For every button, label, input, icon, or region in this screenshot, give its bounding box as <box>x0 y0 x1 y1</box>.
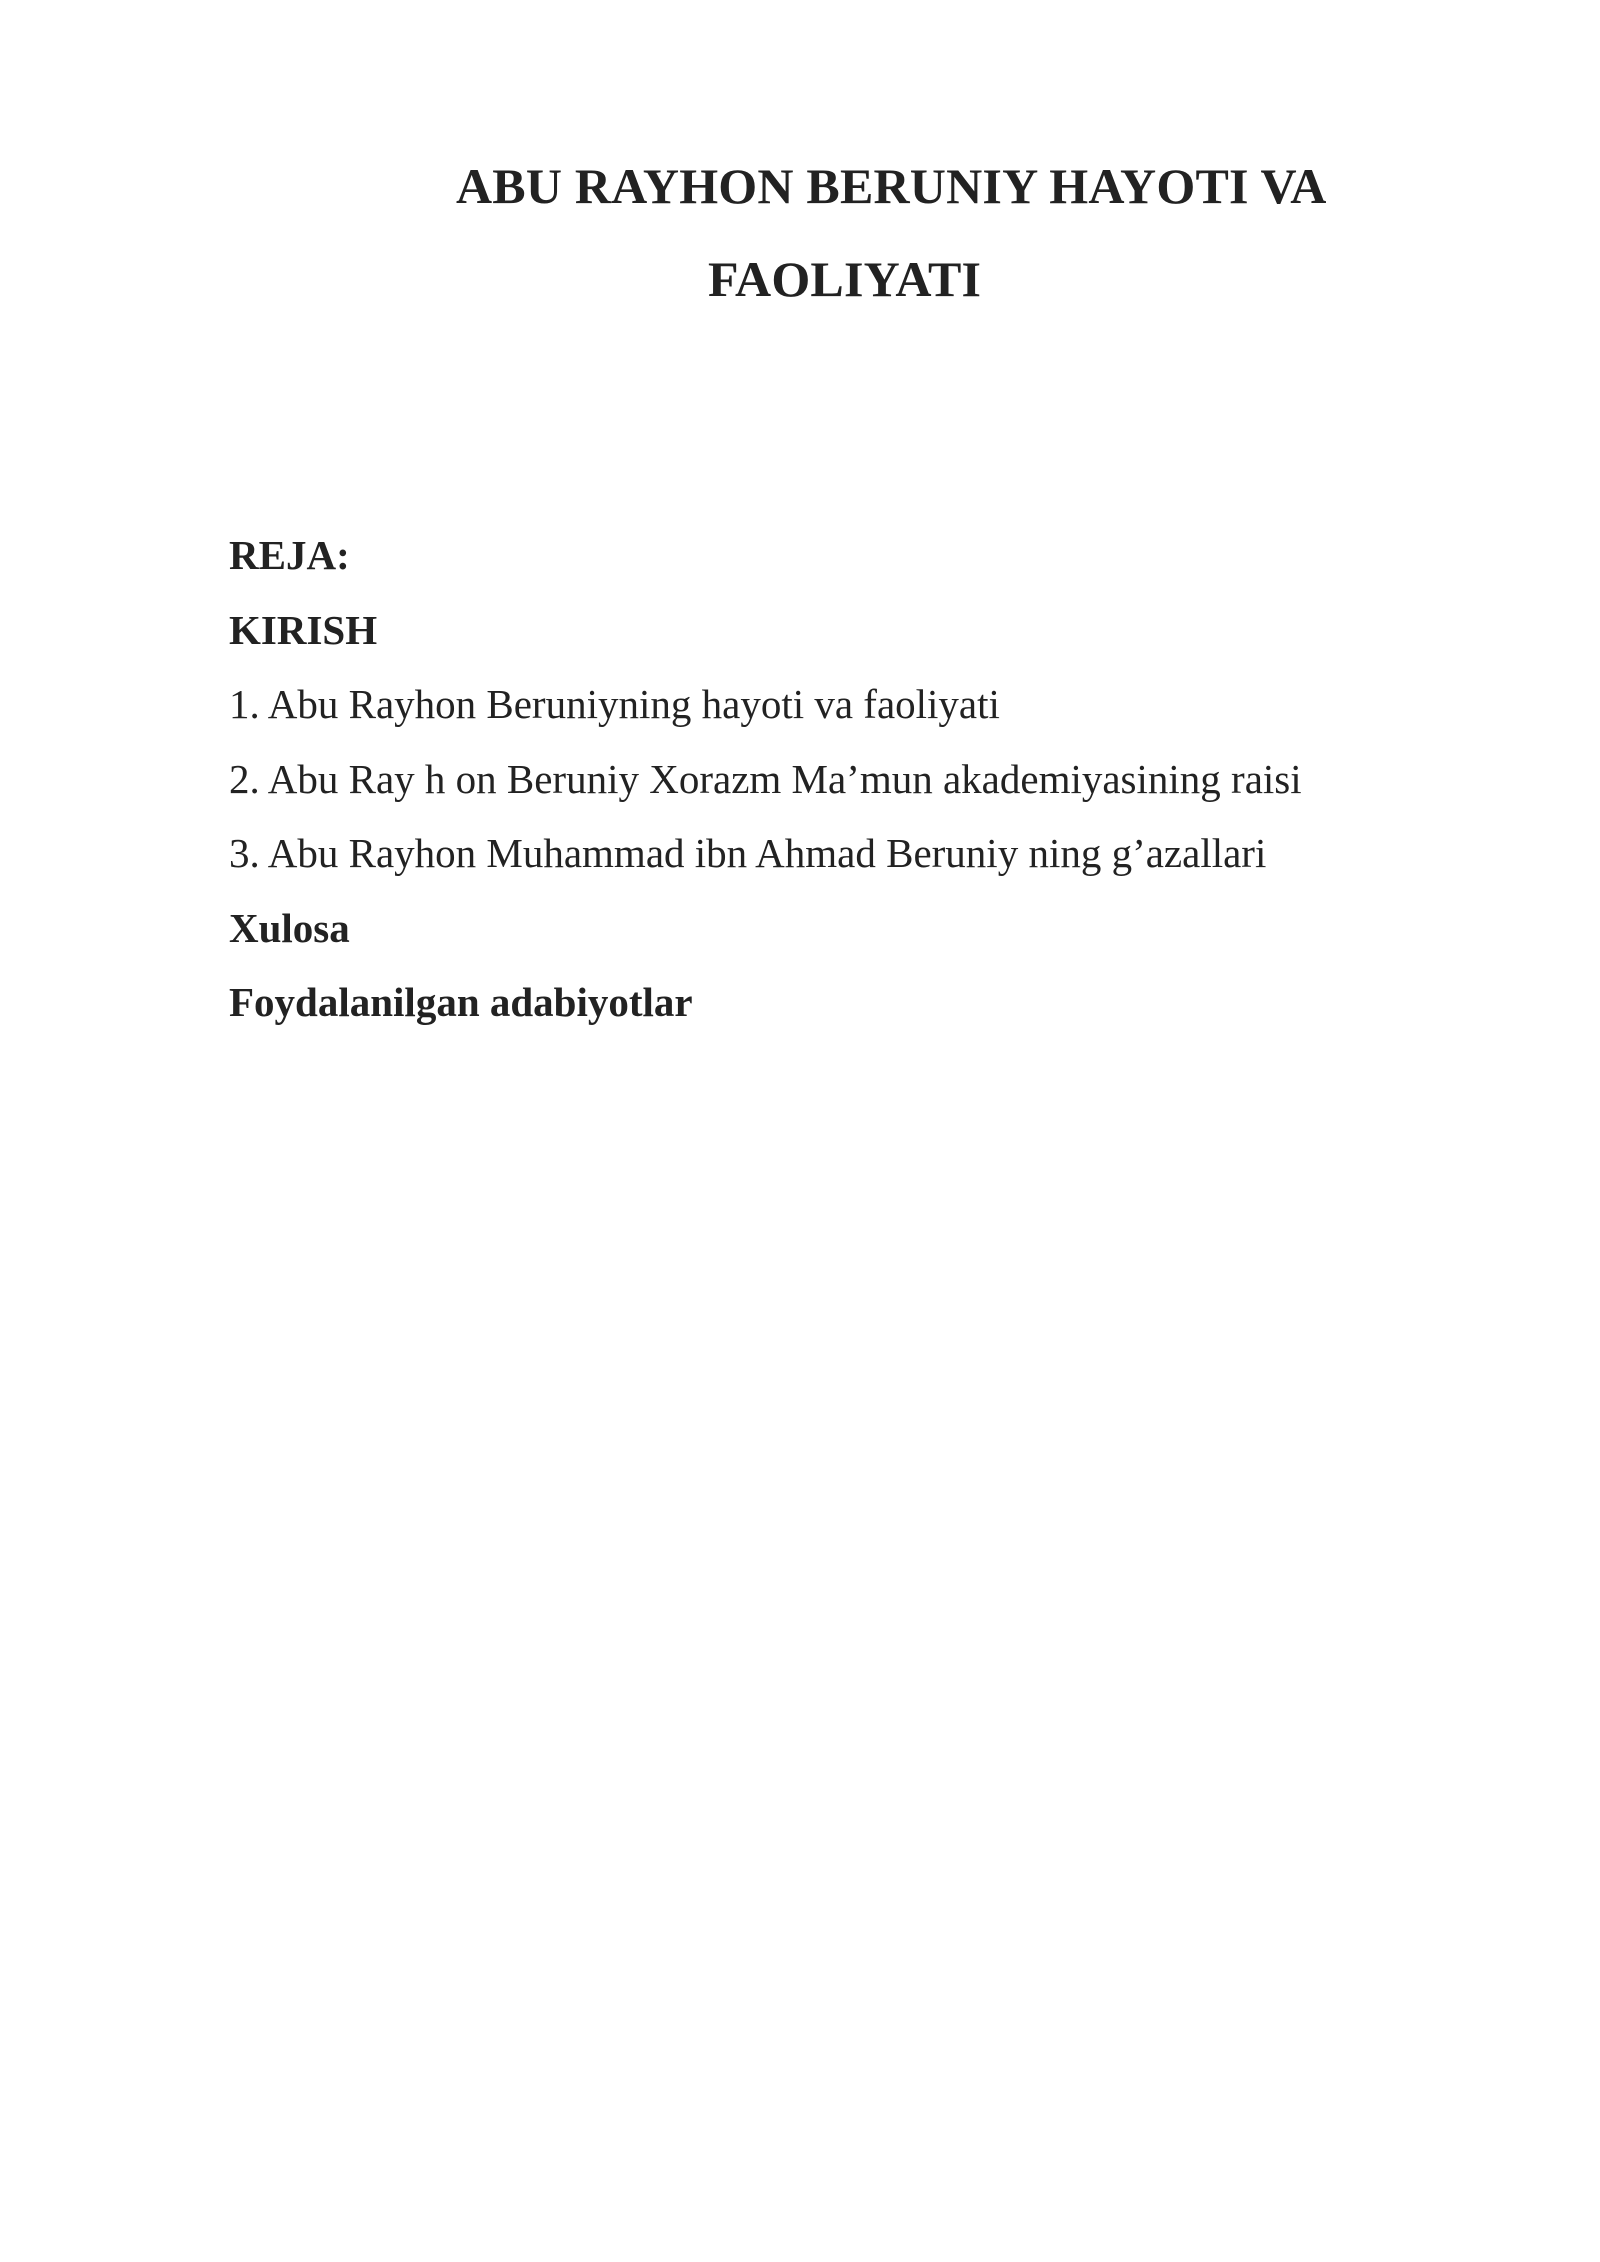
plan-heading: REJA: <box>229 532 350 578</box>
plan-item-references: Foydalanilgan adabiyotlar <box>229 979 693 1025</box>
plan-section <box>229 518 1429 1040</box>
plan-item-conclusion: Xulosa <box>229 904 350 951</box>
plan-item-3: 3. Abu Rayhon Muhammad ibn Ahmad Beruniy ning g’azallari <box>229 830 1267 876</box>
document-title-line-1: ABU RAYHON BERUNIY HAYOTI VA <box>456 158 1327 214</box>
plan-item-2: 2. Abu Ray h on Beruniy Xorazm Ma’mun akademiyasining raisi <box>229 755 1302 802</box>
plan-item-1: 1. Abu Rayhon Beruniyning hayoti va faoliyati <box>229 681 1000 727</box>
document-title-line-2: FAOLIYATI <box>708 251 982 307</box>
plan-item-introduction: KIRISH <box>229 606 378 653</box>
